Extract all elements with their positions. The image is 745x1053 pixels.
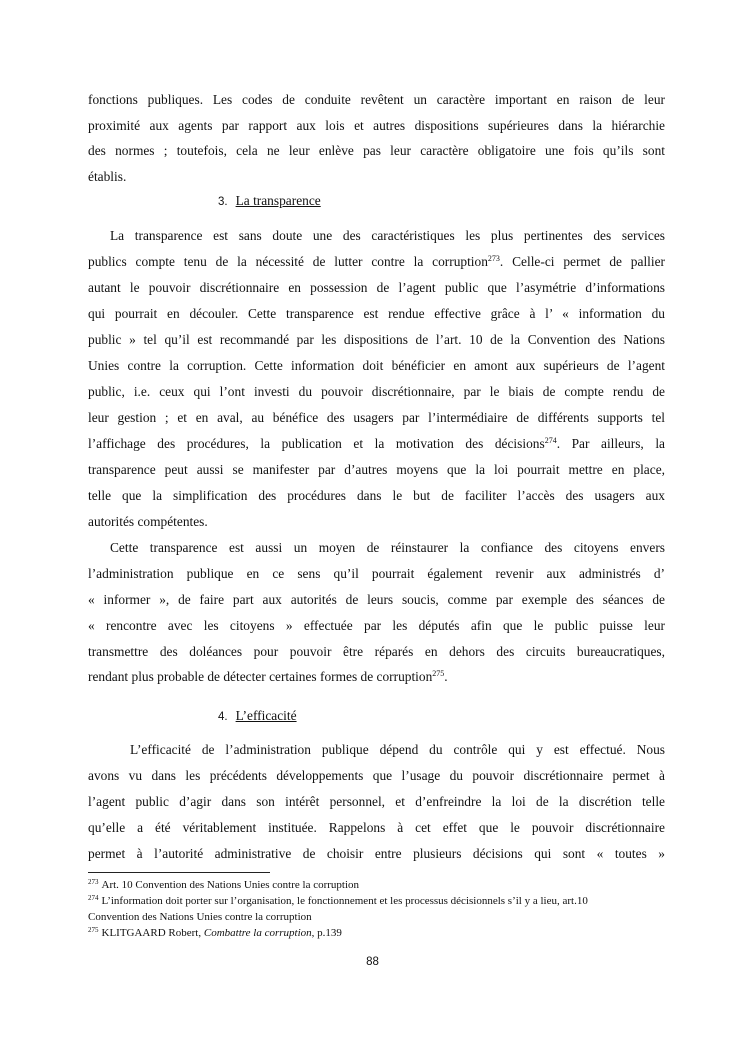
- text-line: « informer », de faire part aux autorités de leurs soucis, comme par exemple des séances de: [88, 592, 665, 607]
- footnote-separator: [88, 872, 270, 873]
- text-line: qui pourrait en découler. Cette transparence est rendue effective grâce à l’ « information du: [88, 306, 665, 321]
- page-number: 88: [366, 956, 379, 968]
- text-line: l’affichage des procédures, la publication et la motivation des décisions$^{274}$. Par ailleurs, la: [88, 436, 665, 451]
- text-line: leur gestion ; et en aval, au bénéfice des usagers par l’intermédiaire de différents supports tel: [88, 410, 665, 425]
- text-line: publics compte tenu de la nécessité de lutter contre la corruption$^{273}$. Celle-ci permet de pallier: [88, 254, 666, 269]
- text-line: qu’elle a été véritablement instituée. Rappelons à cet effet que le pouvoir discrétionnaire: [88, 820, 665, 835]
- text-line: établis.: [88, 169, 127, 184]
- text-line: transmettre des doléances pour pouvoir être réparés en dehors des circuits bureaucratiques,: [88, 644, 665, 659]
- text-line: autant le pouvoir discrétionnaire en possession de l’agent public que l’asymétrie d’informations: [88, 280, 665, 295]
- text-line: des normes ; toutefois, cela ne leur enlève pas leur caractère obligatoire une fois qu’ils sont: [88, 143, 665, 158]
- text-line: l’administration publique en ce sens qu’il pourrait également revenir aux administrés d’: [88, 566, 665, 581]
- text-line: proximité aux agents par rapport aux lois et autres dispositions supérieures dans la hiérarchie: [88, 118, 665, 133]
- footnote-275: $^{275}$ KLITGAARD Robert, Combattre la corruption, p.139: [88, 926, 342, 939]
- text-line: l’agent public d’agir dans son intérêt personnel, et d’enfreindre la loi de la discrétion telle: [88, 794, 665, 809]
- text-line: rendant plus probable de détecter certaines formes de corruption$^{275}$.: [88, 669, 448, 684]
- section-title: La transparence: [235, 193, 321, 208]
- text-line: transparence peut aussi se manifester par d’autres moyens que la loi pourrait mettre en place,: [88, 462, 665, 477]
- text-line: Cette transparence est aussi un moyen de réinstaurer la confiance des citoyens envers: [110, 540, 665, 555]
- text-line: avons vu dans les précédents développements que l’usage du pouvoir discrétionnaire permet à: [88, 768, 665, 783]
- section-number: 3.: [218, 196, 228, 208]
- text-line: Unies contre la corruption. Cette information doit bénéficier en amont aux supérieurs de l’agent: [88, 358, 665, 373]
- footnote-ref-275[interactable]: 275: [432, 669, 445, 678]
- text-line: « rencontre avec les citoyens » effectuée par les députés afin que le public puisse leur: [88, 618, 665, 633]
- text-line: La transparence est sans doute une des caractéristiques les plus pertinentes des services: [110, 228, 665, 243]
- section-title: L’efficacité: [235, 708, 297, 723]
- text-line: public, i.e. ceux qui l’ont investi du pouvoir discrétionnaire, par le biais de compte rendu de: [88, 384, 665, 399]
- text-line: L’efficacité de l’administration publique dépend du contrôle qui y est effectué. Nous: [130, 742, 665, 757]
- text-line: fonctions publiques. Les codes de conduite revêtent un caractère important en raison de leur: [88, 92, 665, 107]
- text-line: autorités compétentes.: [88, 514, 208, 529]
- footnote-ref-273[interactable]: 273: [487, 254, 500, 263]
- text-line: permet à l’autorité administrative de choisir entre plusieurs décisions qui sont « toutes »: [88, 846, 665, 861]
- footnote-274-continued: Convention des Nations Unies contre la corruption: [88, 911, 312, 923]
- text-line: telle que la simplification des procédures dans le but de faciliter l’accès des usagers aux: [88, 488, 665, 503]
- section-heading-transparence: [218, 193, 321, 210]
- section-number: 4.: [218, 711, 228, 723]
- text-line: public » tel qu’il est recommandé par les dispositions de l’art. 10 de la Convention des Nations: [88, 332, 665, 347]
- footnote-ref-274[interactable]: 274: [544, 436, 557, 445]
- footnote-274: $^{274}$ L’information doit porter sur l’organisation, le fonctionnement et les processus décisionnels s’il y a lieu, art.10: [88, 894, 588, 907]
- footnote-273: $^{273}$ Art. 10 Convention des Nations Unies contre la corruption: [88, 878, 360, 891]
- section-heading-efficacite: [218, 708, 297, 725]
